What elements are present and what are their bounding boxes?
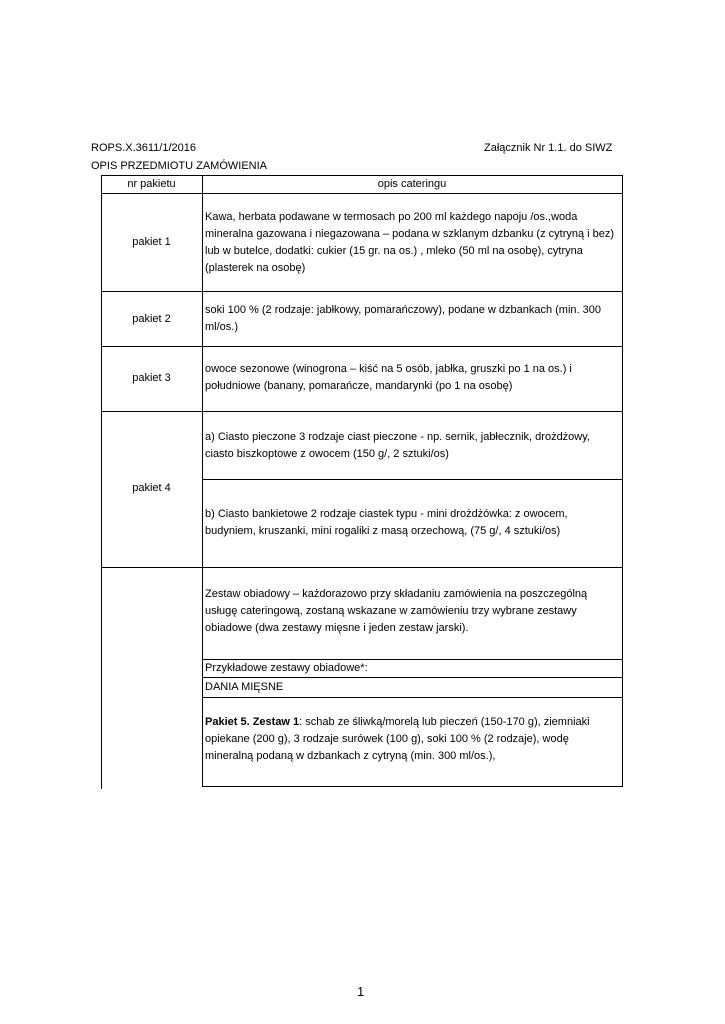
column-header-description: opis cateringu — [377, 178, 447, 190]
package-label-3: pakiet 3 — [132, 372, 171, 384]
package-description-4a: a) Ciasto pieczone 3 rodzaje ciast pieczone - np. sernik, jabłecznik, drożdżowy, ciasto biszkoptowe z owocem (150 g/, 2 sztuki/os) — [205, 431, 590, 460]
meat-dishes-header: DANIA MIĘSNE — [205, 681, 284, 693]
package-description-3: owoce sezonowe (winogrona – kiść na 5 osób, jabłka, gruszki po 1 na os.) i południowe (banany, pomarańcze, mandarynki (po 1 na osobę) — [205, 363, 572, 392]
package-description-1: Kawa, herbata podawane w termosach po 200 ml każdego napoju /os.,woda mineralna gazowana i niegazowana – podana w szklanym dzbanku (z cytryną i bez) lub w butelce, dodatki: cukier (15 gr. na os.) , mleko (50 ml na osobę), cytryna (plasterek na osobę) — [205, 211, 615, 274]
example-sets-label: Przykładowe zestawy obiadowe*: — [205, 662, 368, 674]
page-number: 1 — [357, 984, 365, 999]
package-label-4: pakiet 4 — [132, 482, 171, 494]
package-description-5: Zestaw obiadowy – każdorazowo przy składaniu zamówienia na poszczególną usługę cateringową, zostaną wskazane w zamówieniu trzy wybrane zestawy obiadowe (dwa zestawy mięsne i jeden zestaw jarski). — [205, 588, 588, 634]
attachment-label: Załącznik Nr 1.1. do SIWZ — [484, 142, 613, 154]
set-1-text: : schab ze śliwką/morelą lub pieczeń (150-170 g), ziemniaki opiekane (200 g), 3 rodzaje surówek (100 g), soki 100 % (2 rodzaje), wodę mineralną podaną w dzbankach z cytryną (min. 300 ml/os.), — [205, 716, 590, 762]
package-description-2: soki 100 % (2 rodzaje: jabłkowy, pomarańczowy), podane w dzbankach (min. 300 ml/os.) — [205, 304, 601, 333]
package-label-2: pakiet 2 — [132, 313, 171, 325]
set-1-description — [205, 714, 617, 765]
document-title: OPIS PRZEDMIOTU ZAMÓWIENIA — [91, 160, 268, 172]
package-description-4b: b) Ciasto bankietowe 2 rodzaje ciastek typu - mini drożdżówka: z owocem, budyniem, kruszanki, mini rogaliki z masą orzechową, (75 g/, 4 sztuki/os) — [205, 508, 568, 537]
column-header-package: nr pakietu — [127, 178, 176, 190]
package-label-1: pakiet 1 — [132, 236, 171, 248]
document-reference: ROPS.X.3611/1/2016 — [91, 142, 196, 154]
set-1-title: Pakiet 5. Zestaw 1 — [205, 716, 300, 728]
